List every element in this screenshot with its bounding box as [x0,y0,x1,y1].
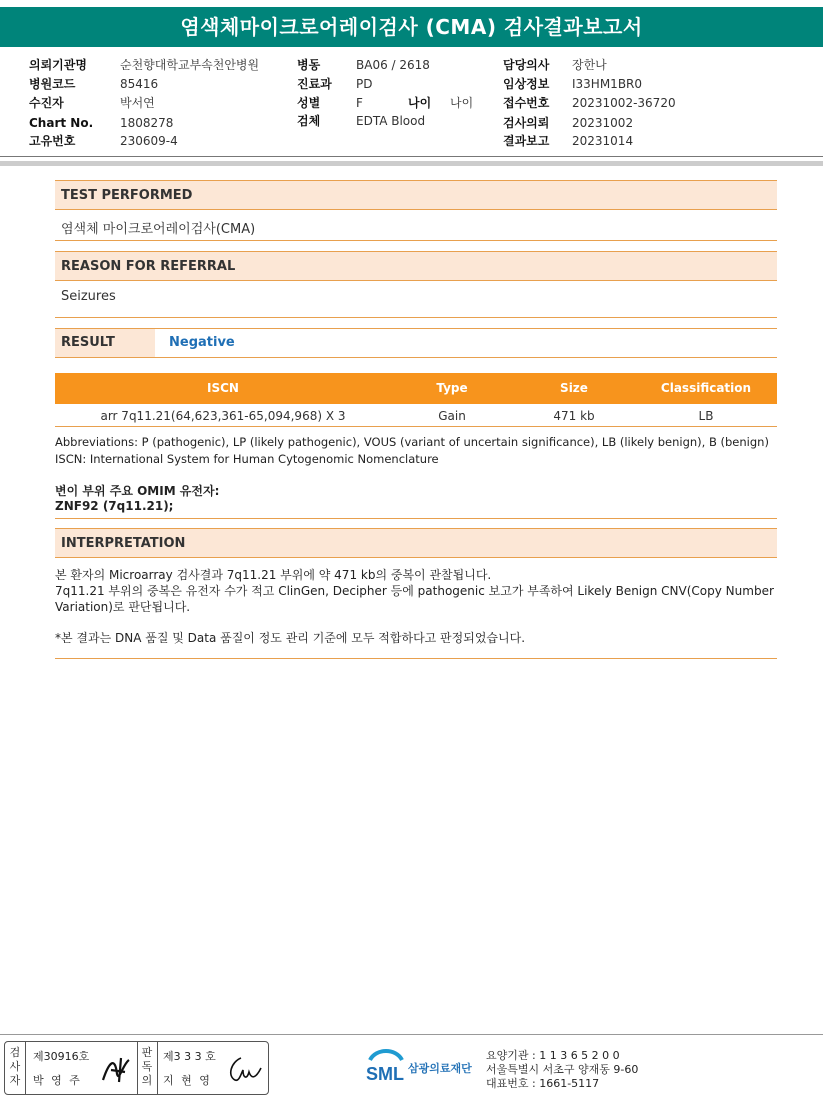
omim-genes: ZNF92 (7q11.21); [55,499,174,513]
examiner-label-text: 검사자 [9,1046,21,1087]
col-type-header: Type [436,381,468,395]
divider [55,317,777,318]
ward-label: 병동 [297,58,321,72]
requesting-institution-label: 의뢰기관명 [29,58,87,72]
interpretation-line-3: Variation)로 판단됩니다. [55,600,191,614]
iscn-note: ISCN: International System for Human Cytogenomic Nomenclature [55,452,439,466]
institution-address: 서울특별시 서초구 양재동 9-60 [486,1063,639,1076]
col-iscn-header: ISCN [207,381,239,395]
result-row [55,328,777,358]
test-performed-heading: TEST PERFORMED [55,180,777,210]
examiner-label [6,1046,24,1088]
header-divider [0,156,823,157]
department-label: 진료과 [297,77,332,91]
report-title: 염색체마이크로어레이검사 (CMA) 검사결과보고서 [0,7,823,47]
cell-size: 471 kb [553,409,595,423]
foundation-name: 삼광의료재단 [408,1062,472,1075]
result-label: RESULT [55,329,155,357]
sml-logo-text: SML [366,1064,404,1084]
receipt-no-label: 접수번호 [503,96,550,110]
reason-value: Seizures [61,289,116,304]
institution-phone: 대표번호 : 1661-5117 [486,1077,600,1090]
col-classification-header: Classification [660,381,752,395]
chart-no-value: 1808278 [120,116,174,130]
sex-label: 성별 [297,96,321,110]
col-size-header: Size [560,381,588,395]
approver-name: 지 현 영 [163,1074,212,1087]
age-value: 나이 [450,96,474,110]
interpretation-line-2: 7q11.21 부위의 중복은 유전자 수가 적고 ClinGen, Decipher 등에 pathogenic 보고가 부족하여 Likely Benign CNV(Copy Number [55,584,774,598]
age-label: 나이 [408,96,432,110]
hospital-code-value: 85416 [120,77,159,91]
receipt-no-value: 20231002-36720 [572,96,676,110]
table-row [55,405,777,427]
interpretation-heading: INTERPRETATION [55,528,777,558]
stamp-divider [157,1042,158,1094]
report-date-value: 20231014 [572,134,634,148]
request-date-label: 검사의뢰 [503,116,550,130]
interpretation-line-1: 본 환자의 Microarray 검사결과 7q11.21 부위에 약 471 kb의 중복이 관찰됩니다. [55,568,492,582]
patient-label: 수진자 [29,96,64,110]
unique-no-label: 고유번호 [29,134,76,148]
approver-label-text: 판독의 [141,1046,153,1087]
specimen-label: 검체 [297,114,321,128]
physician-value: 장한나 [572,58,607,72]
divider [55,518,777,519]
physician-label: 담당의사 [503,58,550,72]
chart-no-label: Chart No. [29,116,94,130]
abbreviations-text: Abbreviations: P (pathogenic), LP (likely pathogenic), VOUS (variant of uncertain significance), LB (likely benign), B (benign) [55,435,769,449]
sex-value: F [356,96,363,110]
requesting-institution-row [29,56,87,74]
cell-classification: LB [698,409,714,423]
sml-logo-mark [364,1046,408,1086]
cell-type: Gain [438,409,466,423]
clinical-info-value: I33HM1BR0 [572,77,643,91]
footer-divider [0,1034,823,1035]
clinical-info-label: 임상정보 [503,77,550,91]
approver-signature [225,1054,265,1086]
department-value: PD [356,77,373,91]
institution-info [486,1049,638,1091]
requesting-institution-value: 순천향대학교부속천안병원 [120,58,260,72]
sml-logo [364,1046,484,1086]
divider [55,240,777,241]
report-date-label: 결과보고 [503,134,550,148]
examiner-signature [99,1052,133,1086]
divider [55,658,777,659]
request-date-value: 20231002 [572,116,634,130]
patient-value: 박서연 [120,96,155,110]
signature-stamp-box [4,1041,269,1095]
approver-license: 제3 3 3 호 [163,1050,216,1063]
reason-heading: REASON FOR REFERRAL [55,251,777,281]
quality-note: *본 결과는 DNA 품질 및 Data 품질이 정도 관리 기준에 모두 적합하다고 판정되었습니다. [55,631,526,645]
cell-iscn: arr 7q11.21(64,623,361-65,094,968) X 3 [100,409,346,423]
omim-heading: 변이 부위 주요 OMIM 유전자: [55,484,220,498]
ward-value: BA06 / 2618 [356,58,430,72]
approver-label [138,1046,156,1088]
examiner-license: 제30916호 [33,1050,90,1063]
specimen-value: EDTA Blood [356,114,426,128]
result-value: Negative [169,335,235,350]
examiner-name: 박 영 주 [33,1074,82,1087]
header-divider-shade [0,161,823,166]
test-performed-value: 염색체 마이크로어레이검사(CMA) [61,222,256,237]
stamp-divider [25,1042,26,1094]
cnv-table-header [55,373,777,404]
unique-no-value: 230609-4 [120,134,178,148]
hospital-code-label: 병원코드 [29,77,76,91]
institution-code: 요양기관 : 1 1 3 6 5 2 0 0 [486,1049,620,1062]
